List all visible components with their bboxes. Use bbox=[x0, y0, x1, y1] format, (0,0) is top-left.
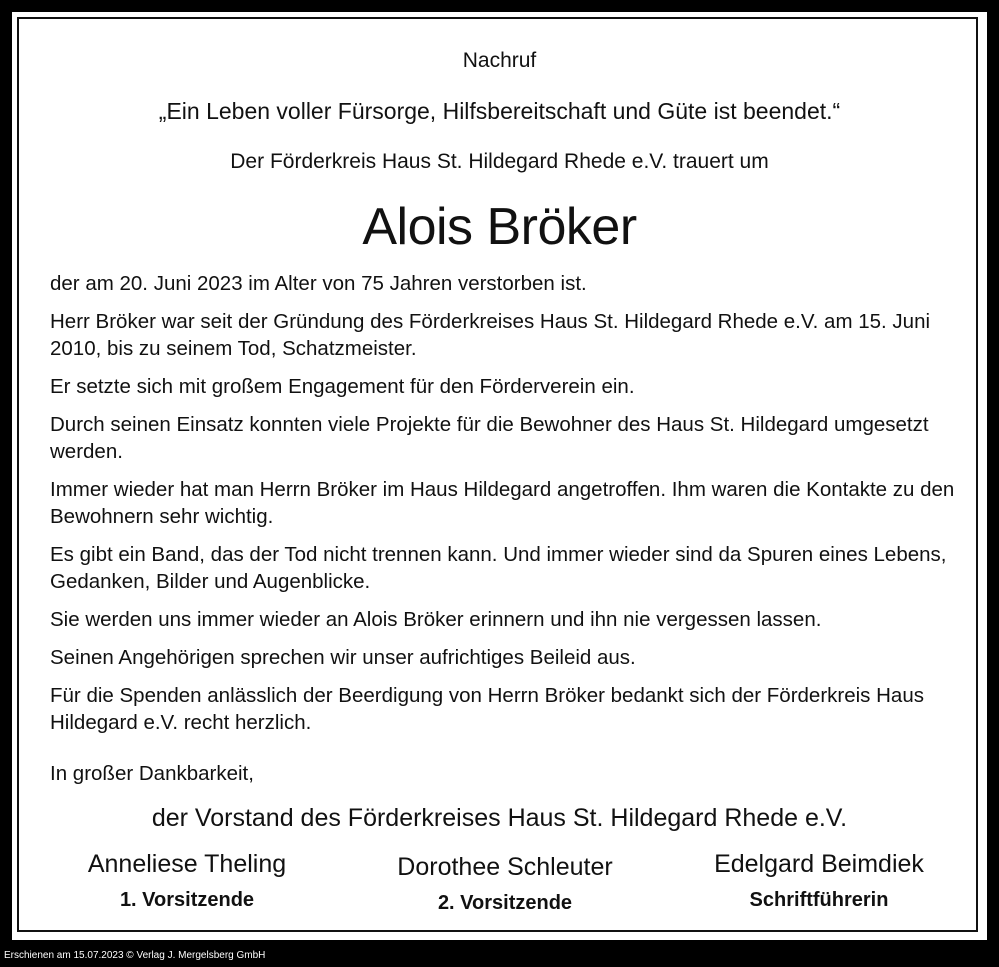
body-paragraph: Herr Bröker war seit der Gründung des Förderkreises Haus St. Hildegard Rhede e.V. am 15. Juni 2010, bis zu seinem Tod, Schatzmeister. bbox=[50, 310, 931, 360]
signatory-name: Anneliese Theling bbox=[87, 850, 287, 878]
board-line: der Vorstand des Förderkreises Haus St. Hildegard Rhede e.V. bbox=[151, 804, 848, 832]
notice-border bbox=[17, 17, 978, 932]
body-paragraph: Sie werden uns immer wieder an Alois Bröker erinnern und ihn nie vergessen lassen. bbox=[50, 608, 822, 631]
body-paragraph: Es gibt ein Band, das der Tod nicht trennen kann. Und immer wieder sind da Spuren eines Lebens, Gedanken, Bilder und Augenblicke. bbox=[50, 543, 947, 593]
signatory-3 bbox=[659, 850, 979, 912]
deceased-name: Alois Bröker bbox=[362, 198, 637, 256]
signatory-role: Schriftführerin bbox=[749, 889, 889, 911]
body-paragraph: Seinen Angehörigen sprechen wir unser aufrichtiges Beileid aus. bbox=[50, 646, 636, 669]
notice-heading: Nachruf bbox=[462, 49, 537, 72]
notice-body bbox=[50, 270, 960, 747]
signatory-2 bbox=[345, 853, 665, 915]
signatory-name: Dorothee Schleuter bbox=[397, 853, 613, 881]
notice-intro: Der Förderkreis Haus St. Hildegard Rhede e.V. trauert um bbox=[230, 150, 769, 173]
body-paragraph: der am 20. Juni 2023 im Alter von 75 Jahren verstorben ist. bbox=[50, 272, 587, 295]
signatory-role: 1. Vorsitzende bbox=[119, 889, 255, 911]
signatory-name: Edelgard Beimdiek bbox=[714, 850, 924, 878]
publication-footer: Erschienen am 15.07.2023 © Verlag J. Mergelsberg GmbH bbox=[4, 950, 266, 961]
body-paragraph: Durch seinen Einsatz konnten viele Projekte für die Bewohner des Haus St. Hildegard umgesetzt werden. bbox=[50, 413, 929, 463]
body-paragraph: Für die Spenden anlässlich der Beerdigung von Herrn Bröker bedankt sich der Förderkreis Haus Hildegard e.V. recht herzlich. bbox=[50, 684, 924, 734]
signatory-role: 2. Vorsitzende bbox=[437, 892, 573, 914]
notice-quote: „Ein Leben voller Fürsorge, Hilfsbereitschaft und Güte ist beendet.“ bbox=[158, 98, 841, 124]
signatory-1 bbox=[27, 850, 347, 912]
obituary-notice bbox=[12, 12, 987, 940]
body-paragraph: Immer wieder hat man Herrn Bröker im Haus Hildegard angetroffen. Ihm waren die Kontakte zu den Bewohnern sehr wichtig. bbox=[50, 478, 955, 528]
body-paragraph: Er setzte sich mit großem Engagement für den Förderverein ein. bbox=[50, 375, 635, 398]
closing-line: In großer Dankbarkeit, bbox=[50, 762, 254, 785]
